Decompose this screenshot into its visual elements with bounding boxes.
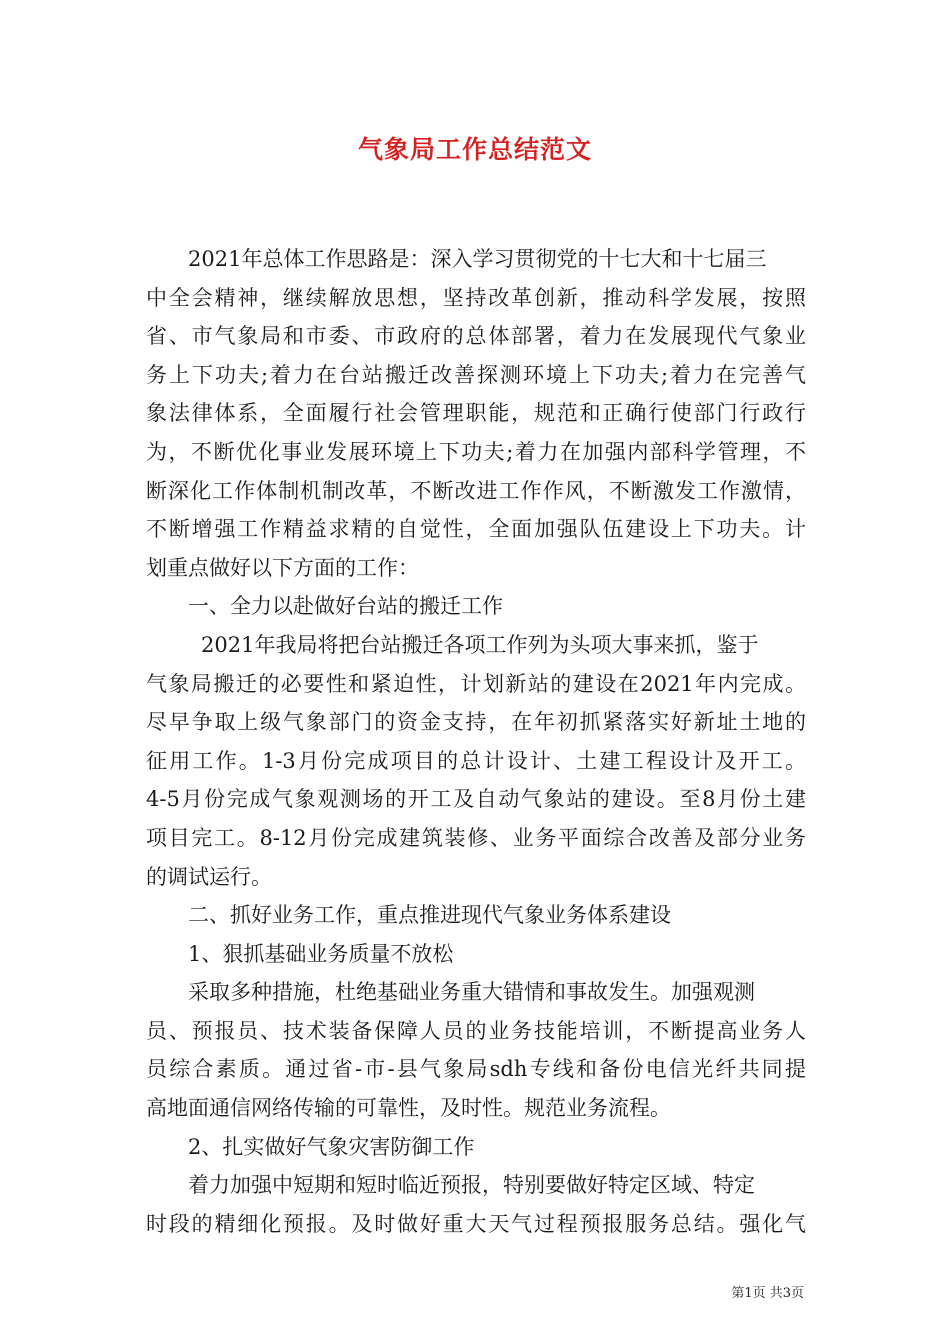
paragraph-line: 省、市气象局和市委、市政府的总体部署，着力在发展现代气象业 bbox=[146, 324, 806, 349]
paragraph-line: 为，不断优化事业发展环境上下功夫;着力在加强内部科学管理，不 bbox=[146, 439, 806, 464]
paragraph-line: 务上下功夫;着力在台站搬迁改善探测环境上下功夫;着力在完善气 bbox=[146, 362, 806, 387]
document-body bbox=[146, 240, 806, 1243]
subsection-heading: 1、狠抓基础业务质量不放松 bbox=[188, 941, 454, 966]
paragraph-line: 象法律体系，全面履行社会管理职能，规范和正确行使部门行政行 bbox=[146, 401, 806, 426]
document-title: 气象局工作总结范文 bbox=[357, 135, 592, 164]
paragraph-line: 划重点做好以下方面的工作： bbox=[146, 555, 419, 580]
paragraph-line: 员综合素质。通过省-市-县气象局sdh专线和备份电信光纤共同提 bbox=[146, 1057, 806, 1082]
paragraph-line: 断深化工作体制机制改革，不断改进工作作风，不断激发工作激情， bbox=[146, 478, 806, 503]
paragraph-line: 征用工作。1-3月份完成项目的总计设计、土建工程设计及开工。 bbox=[146, 748, 806, 773]
paragraph-line: 采取多种措施，杜绝基础业务重大错情和事故发生。加强观测 bbox=[188, 980, 755, 1005]
paragraph-line: 2021年总体工作思路是：深入学习贯彻党的十七大和十七届三 bbox=[188, 247, 767, 271]
paragraph-line: 的调试运行。 bbox=[146, 864, 272, 889]
paragraph-line: 中全会精神，继续解放思想，坚持改革创新，推动科学发展，按照 bbox=[146, 285, 806, 310]
page-number-footer: 第1页 共3页 bbox=[731, 1286, 804, 1301]
subsection-heading: 2、扎实做好气象灾害防御工作 bbox=[188, 1134, 475, 1159]
paragraph-line: 时段的精细化预报。及时做好重大天气过程预报服务总结。强化气 bbox=[146, 1211, 806, 1236]
paragraph-line: 尽早争取上级气象部门的资金支持，在年初抓紧落实好新址土地的 bbox=[146, 710, 806, 735]
paragraph-line: 高地面通信网络传输的可靠性，及时性。规范业务流程。 bbox=[146, 1096, 671, 1121]
paragraph-line: 员、预报员、技术装备保障人员的业务技能培训，不断提高业务人 bbox=[146, 1018, 806, 1043]
paragraph-line: 气象局搬迁的必要性和紧迫性，计划新站的建设在2021年内完成。 bbox=[146, 671, 806, 696]
section-heading: 二、抓好业务工作，重点推进现代气象业务体系建设 bbox=[188, 903, 671, 928]
section-heading: 一、全力以赴做好台站的搬迁工作 bbox=[188, 594, 503, 619]
paragraph-line: 项目完工。8-12月份完成建筑装修、业务平面综合改善及部分业务 bbox=[146, 825, 806, 850]
paragraph-line: 不断增强工作精益求精的自觉性，全面加强队伍建设上下功夫。计 bbox=[146, 517, 806, 542]
paragraph-line: 着力加强中短期和短时临近预报，特别要做好特定区域、特定 bbox=[188, 1173, 755, 1198]
paragraph-line: 4-5月份完成气象观测场的开工及自动气象站的建设。至8月份土建 bbox=[146, 787, 806, 812]
paragraph-line: 2021年我局将把台站搬迁各项工作列为头项大事来抓，鉴于 bbox=[201, 632, 759, 657]
